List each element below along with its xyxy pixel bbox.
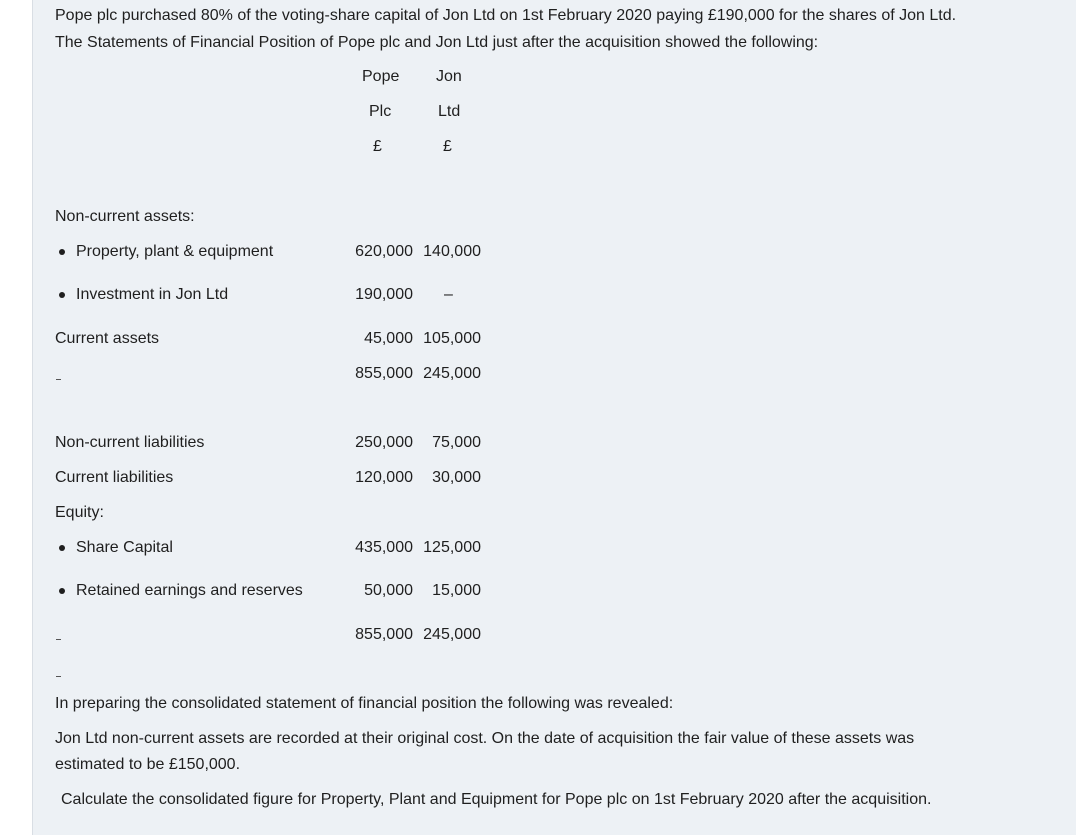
jon-currency: £: [443, 138, 452, 155]
ppe-label: Property, plant & equipment: [76, 243, 274, 260]
intro-line-2: The Statements of Financial Position of Pope plc and Jon Ltd just after the acquisition showed the following:: [55, 34, 819, 51]
share-capital-pope-value: 435,000: [355, 539, 413, 556]
non-current-liabilities-label: Non-current liabilities: [55, 434, 205, 451]
bullet-icon: [59, 588, 65, 594]
retained-earnings-pope-value: 50,000: [364, 582, 413, 599]
total-assets-jon-value: 245,000: [423, 365, 481, 382]
intro-line-1: Pope plc purchased 80% of the voting-share capital of Jon Ltd on 1st February 2020 paying £190,000 for the shares of Jon Ltd.: [55, 7, 957, 24]
bullet-icon: [59, 545, 65, 551]
current-assets-pope-value: 45,000: [364, 330, 413, 347]
investment-label: Investment in Jon Ltd: [76, 286, 229, 303]
jon-subheader: Ltd: [438, 103, 461, 120]
investment-pope-value: 190,000: [355, 286, 413, 303]
ppe-jon-value: 140,000: [423, 243, 481, 260]
share-capital-label: Share Capital: [76, 539, 173, 556]
non-current-assets-heading: Non-current assets:: [55, 208, 195, 225]
pope-header: Pope: [362, 68, 400, 85]
rule-mark: [56, 639, 61, 640]
rule-mark: [56, 676, 61, 677]
jon-header: Jon: [436, 68, 462, 85]
current-assets-jon-value: 105,000: [423, 330, 481, 347]
pope-currency: £: [373, 138, 382, 155]
ppe-pope-value: 620,000: [355, 243, 413, 260]
non-current-liabilities-pope-value: 250,000: [355, 434, 413, 451]
total-equity-liabilities-jon-value: 245,000: [423, 626, 481, 643]
current-liabilities-jon-value: 30,000: [432, 469, 481, 486]
pope-subheader: Plc: [369, 103, 392, 120]
revealed-note: In preparing the consolidated statement of financial position the following was revealed:: [55, 695, 674, 712]
current-assets-label: Current assets: [55, 330, 160, 347]
retained-earnings-label: Retained earnings and reserves: [76, 582, 303, 599]
fair-value-note-line-2: estimated to be £150,000.: [55, 756, 241, 773]
fair-value-note-line-1: Jon Ltd non-current assets are recorded at their original cost. On the date of acquisition the fair value of these assets was: [55, 730, 915, 747]
equity-heading: Equity:: [55, 504, 104, 521]
total-assets-pope-value: 855,000: [355, 365, 413, 382]
share-capital-jon-value: 125,000: [423, 539, 481, 556]
current-liabilities-pope-value: 120,000: [355, 469, 413, 486]
total-equity-liabilities-pope-value: 855,000: [355, 626, 413, 643]
question-text: Calculate the consolidated figure for Property, Plant and Equipment for Pope plc on 1st February 2020 after the acquisition.: [61, 791, 932, 808]
non-current-liabilities-jon-value: 75,000: [432, 434, 481, 451]
investment-jon-value: –: [444, 286, 453, 303]
rule-mark: [56, 379, 61, 380]
bullet-icon: [59, 249, 65, 255]
bullet-icon: [59, 292, 65, 298]
retained-earnings-jon-value: 15,000: [432, 582, 481, 599]
current-liabilities-label: Current liabilities: [55, 469, 174, 486]
